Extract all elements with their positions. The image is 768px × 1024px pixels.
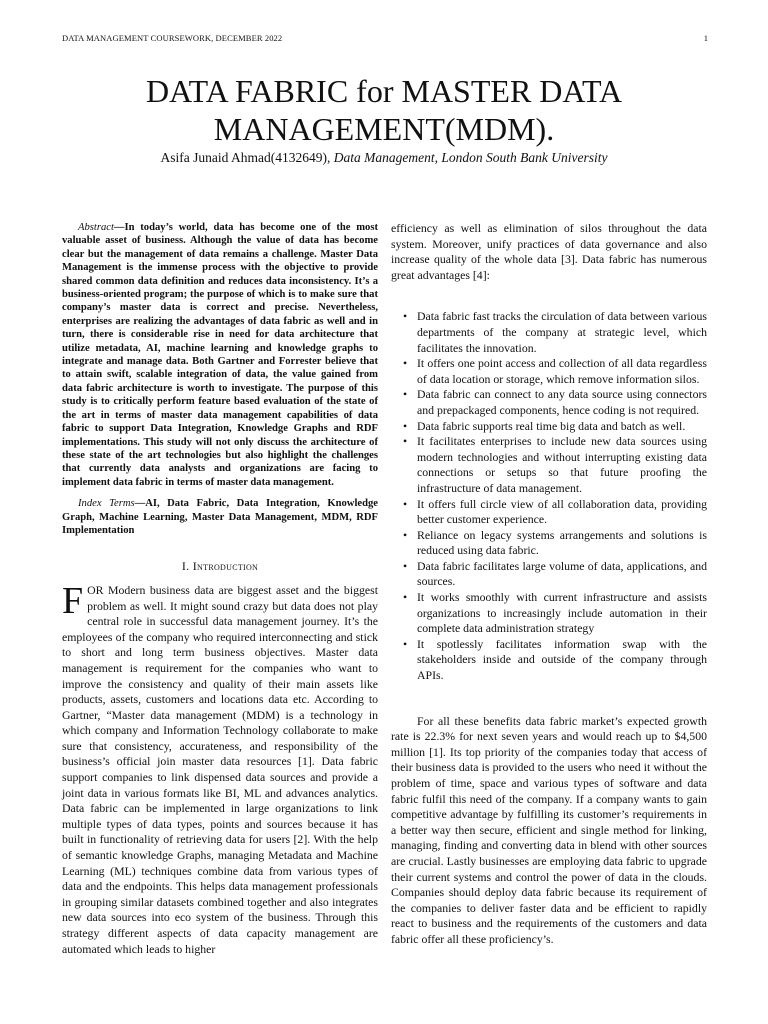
section-number: I. bbox=[181, 559, 193, 574]
index-terms bbox=[62, 497, 378, 537]
author-affiliation: Data Management, London South Bank University bbox=[333, 150, 608, 165]
list-item bbox=[391, 528, 707, 559]
list-item-text: It spotlessly facilitates information swap with the stakeholders inside and outside of the company through APIs. bbox=[417, 636, 707, 683]
list-item-text: It offers full circle view of all collaboration data, providing better customer experience. bbox=[417, 496, 707, 527]
bullet-icon: • bbox=[403, 636, 408, 651]
list-item-text: It works smoothly with current infrastructure and assists organizations to increasingly include automation in their complete data administration strategy bbox=[417, 590, 707, 636]
list-item bbox=[391, 387, 707, 418]
page-number: 1 bbox=[703, 33, 708, 43]
list-item bbox=[391, 309, 707, 356]
title-line-1: DATA FABRIC for MASTER DATA bbox=[145, 73, 623, 109]
list-item-text: Reliance on legacy systems arrangements and solutions is reduced using data fabric. bbox=[417, 527, 707, 558]
bullet-icon: • bbox=[403, 527, 408, 542]
abstract bbox=[62, 221, 378, 489]
list-item bbox=[391, 356, 707, 387]
running-head: DATA MANAGEMENT COURSEWORK, DECEMBER 2022 bbox=[62, 33, 283, 43]
list-item bbox=[391, 559, 707, 590]
abstract-lead: Abstract bbox=[78, 222, 114, 233]
right-column bbox=[391, 221, 707, 948]
index-terms-text: —AI, Data Fabric, Data Integration, Knowledge Graph, Machine Learning, Master Data Management, MDM, RDF Implementation bbox=[62, 498, 378, 536]
bullet-icon: • bbox=[403, 558, 408, 573]
bullet-icon: • bbox=[403, 590, 408, 605]
index-terms-lead: Index Terms bbox=[78, 498, 135, 510]
title-line-2: MANAGEMENT(MDM). bbox=[213, 111, 555, 147]
list-item bbox=[391, 637, 707, 684]
drop-cap: F bbox=[62, 579, 84, 622]
list-item-text: Data fabric supports real time big data and batch as well. bbox=[417, 418, 686, 433]
list-item bbox=[391, 434, 707, 496]
list-item-text: Data fabric fast tracks the circulation of data between various departments of the company at strategic level, which facilitates the innovation. bbox=[417, 309, 707, 355]
author-line bbox=[40, 150, 728, 166]
list-item-text: Data fabric can connect to any data source using connectors and prepackaged components, hence coding is not required. bbox=[417, 387, 707, 417]
list-item-text: Data fabric facilitates large volume of data, applications, and sources. bbox=[417, 558, 707, 589]
bullet-icon: • bbox=[403, 356, 408, 371]
author-name: Asifa Junaid Ahmad(4132649), bbox=[160, 150, 334, 165]
bullet-icon: • bbox=[403, 496, 408, 511]
bullet-icon: • bbox=[403, 309, 408, 324]
list-item bbox=[391, 497, 707, 528]
list-item bbox=[391, 590, 707, 637]
intro-paragraph bbox=[62, 579, 378, 957]
intro-continuation: efficiency as well as elimination of silos throughout the data system. Moreover, unify practices of data governance and also increase quality of the whole data [3]. Data fabric has numerous great advantages [4]: bbox=[391, 221, 707, 282]
advantages-list bbox=[391, 309, 707, 683]
section-heading-introduction bbox=[62, 559, 378, 575]
left-column bbox=[62, 221, 378, 957]
abstract-text: —In today’s world, data has become one of the most valuable asset of business. Although the value of data has become clear but the management of data remains a challenge. Master Data Management is the immense process with the objective to provide shared common data definition and reduces data inconsistency. It’s a business-oriented program; the purpose of which is to make sure that company’s master data is correct and precise. Nevertheless, enterprises are realizing the advantages of data fabric as well and in turn, there is considerable rise in need for data architecture that utilize metadata, AI, machine learning and knowledge graphs to integrate and manage data. Both Gartner and Forrester believe that to attain swift, scalable integration of data, the value gained from data fabric architecture is worth to investigate. The purpose of this study is to critically perform feature based evaluation of the state of the art in terms of master data management capabilities of data fabric to support Data Integration, Knowledge Graphs and RDF implementations. This study will not only discuss the architecture of these state of the art technologies but also highlight the challenges that currently data analysts and organizations are facing to implement data fabric in terms of master data management. bbox=[62, 222, 378, 488]
paper-title bbox=[40, 72, 728, 148]
list-item-text: It facilitates enterprises to include new data sources using modern technologies and without interrupting existing data connections or setups so that future proofing the infrastructure of data management. bbox=[417, 434, 707, 495]
bullet-icon: • bbox=[403, 418, 408, 433]
intro-text: OR Modern business data are biggest asset and the biggest problem as well. It might sound crazy but data does not play central role in successful data management journey. It’s the employees of the company who required interconnecting and stick to short and long term business objectives. Master data management is requirement for the companies who want to improve the consistency and quality of their main assets like products, assets, customers and locations data etc. According to Gartner, “Master data management (MDM) is a technology in which company and Information Technology collaborate to make sure that consistency, accurateness, and responsibility of the business’s official join master data resources [1]. Data fabric support companies to link dispensed data sources and provide a joint data in various formats like BI, ML and advances analytics. Data fabric can be implemented in large organizations to link multiple types of data types, points and sources because it has built in functionality of retrieving data for users [2]. With the help of semantic knowledge Graphs, managing Metadata and Machine Learning (ML) techniques combine data from various types of data and the endpoints. This helps data management professionals in grouping similar datasets combined together and also integrates new data sources into eco system of the business. Through this strategy different aspects of data capacity management are automated which leads to higher bbox=[62, 582, 378, 956]
bullet-icon: • bbox=[403, 434, 408, 449]
bullet-icon: • bbox=[403, 387, 408, 402]
benefits-paragraph: For all these benefits data fabric market’s expected growth rate is 22.3% for next seven years and would reach up to $4,500 million [1]. Its top priority of the companies today that access of their business data is provided to the users who need it without the problem of time, space and various types of software and data fabric fulfil this need of the company. If a company wants to gain competitive advantage by fulfilling its customer’s requirements in a better way then secure, efficient and single method for linking, managing, finding and converting data in blend with other sources are crucial. Lastly businesses are employing data fabric to upgrade their current systems and control the power of data in the clouds. Companies should deploy data fabric because its requirement of the companies to deliver faster data and be efficient to rapidly react to business and the requirements of the customers and data fabric offer all these proficiency’s. bbox=[391, 713, 707, 946]
section-title: Introduction bbox=[192, 559, 259, 574]
list-item-text: It offers one point access and collection of all data regardless of data location or storage, which remove information silos. bbox=[417, 356, 707, 386]
list-item bbox=[391, 419, 707, 435]
